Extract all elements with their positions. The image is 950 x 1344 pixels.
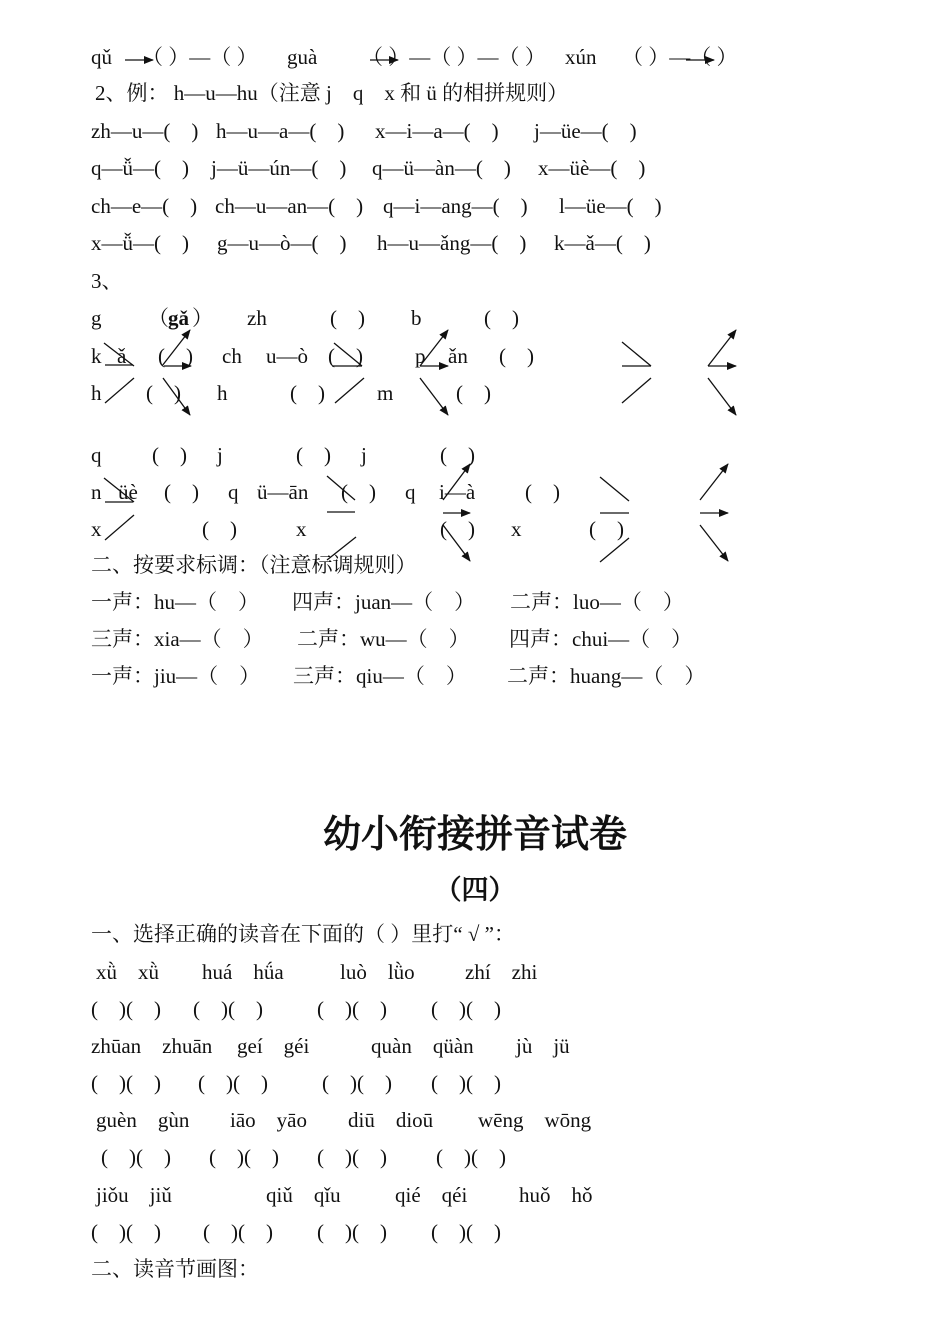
pinyin-pair: jù jü <box>516 1034 570 1058</box>
spell-item: l—üe—( ) <box>559 194 662 218</box>
tone-item: 四声：juan—（ ） <box>292 590 476 614</box>
spell-item: j—üe—( ) <box>534 119 637 143</box>
answer-blank: ( ) <box>589 517 624 541</box>
arrow-down-right <box>708 378 736 415</box>
pinyin-pair: huá hǘa <box>202 960 284 984</box>
check-blanks[interactable]: ( )( ) <box>317 1220 387 1244</box>
tone-item: 一声：jiu—（ ） <box>91 664 261 688</box>
answer-blank: ( ) <box>164 480 199 504</box>
check-blanks[interactable]: ( )( ) <box>101 1145 171 1169</box>
arrow-down-right <box>700 525 728 561</box>
answer-blank: ( ) <box>152 443 187 467</box>
answer-blank: ( ) <box>440 517 475 541</box>
tone-item: 一声：hu—（ ） <box>91 590 259 614</box>
answer-blank: ( ) <box>328 344 363 368</box>
initial: k <box>91 344 102 368</box>
initial: ch <box>222 344 242 368</box>
pinyin-pair: iāo yāo <box>230 1108 307 1132</box>
final: u—ò <box>266 344 308 368</box>
answer-blank: ( ) <box>525 480 560 504</box>
page-subtitle: （四） <box>434 875 516 906</box>
spell-item: ch—u—an—( ) <box>215 194 364 218</box>
check-blanks[interactable]: ( )( ) <box>431 1220 501 1244</box>
initial: q <box>91 443 102 467</box>
spell-item: h—u—a—( ) <box>216 119 345 143</box>
initial: q <box>405 480 416 504</box>
initial: p <box>415 344 426 368</box>
initial: m <box>377 381 394 405</box>
spell-item: j—ü—ún—( ) <box>211 156 347 180</box>
spell-item: x—i—a—( ) <box>375 119 499 143</box>
initial: x <box>511 517 522 541</box>
answer-blank: ( ) <box>341 480 376 504</box>
check-blanks[interactable]: ( )( ) <box>322 1071 392 1095</box>
initial: j <box>361 443 367 467</box>
pinyin-pair: diū dioū <box>348 1108 434 1132</box>
line-diag <box>622 342 651 366</box>
page-title: 幼小衔接拼音试卷 <box>322 812 627 856</box>
check-blanks[interactable]: ( )( ) <box>91 997 161 1021</box>
spell-item: x—üè—( ) <box>538 156 646 180</box>
pinyin-pair: huǒ hǒ <box>519 1183 593 1207</box>
pinyin-pair: jiǒu jiǔ <box>96 1183 172 1207</box>
pinyin-pair: zhí zhi <box>465 960 538 984</box>
pinyin-pair: quàn qüàn <box>371 1034 474 1058</box>
final: i—à <box>439 480 476 504</box>
pinyin-pair: qiǔ qǐu <box>266 1183 341 1207</box>
tone-item: 二声：wu—（ ） <box>297 627 470 651</box>
answer-blanks: （ ）—（ ）—（ ） <box>362 45 546 69</box>
check-blanks[interactable]: ( )( ) <box>91 1220 161 1244</box>
syllable: qǔ <box>91 45 112 69</box>
check-blanks[interactable]: ( )( ) <box>317 1145 387 1169</box>
initial: zh <box>247 306 267 330</box>
check-blanks[interactable]: ( )( ) <box>431 1071 501 1095</box>
answer-blank: ( ) <box>290 381 325 405</box>
answer-blank: ( ) <box>146 381 181 405</box>
spell-item: q—ǚ—( ) <box>91 156 189 180</box>
answer-blank: ( ) <box>330 306 365 330</box>
initial: x <box>91 517 102 541</box>
check-blanks[interactable]: ( )( ) <box>431 997 501 1021</box>
line-diag <box>105 515 134 540</box>
syllable: guà <box>287 45 318 69</box>
spell-item: ch—e—( ) <box>91 194 198 218</box>
tone-item: 三声：xia—（ ） <box>91 627 264 651</box>
initial: q <box>228 480 239 504</box>
answer-blank: ( ) <box>484 306 519 330</box>
check-blanks[interactable]: ( )( ) <box>198 1071 268 1095</box>
final: ü—ān <box>257 480 309 504</box>
answer-blank: ( ) <box>296 443 331 467</box>
answer-blanks: （ ）—（ ） <box>142 45 258 69</box>
answer-blank: ( ) <box>202 517 237 541</box>
check-blanks[interactable]: ( )( ) <box>209 1145 279 1169</box>
answer-blank: ( ) <box>499 344 534 368</box>
answer-blank: ( ) <box>456 381 491 405</box>
spell-item: g—u—ò—( ) <box>217 231 347 255</box>
spell-item: h—u—ǎng—( ) <box>377 231 527 255</box>
answer-blanks: （ ）—（ ） <box>622 45 738 69</box>
initial: x <box>296 517 307 541</box>
pinyin-pair: wēng wōng <box>478 1108 592 1132</box>
arrow-up-right <box>700 464 728 500</box>
spell-item: q—i—ang—( ) <box>383 194 528 218</box>
pinyin-pair: xǜ xǜ <box>96 960 159 984</box>
arrow-up-right <box>708 330 736 366</box>
line-diag <box>600 477 629 501</box>
answer-blank: ( ) <box>158 344 193 368</box>
spell-item: x—ǚ—( ) <box>91 231 189 255</box>
line-diag <box>335 378 364 403</box>
tone-item: 三声：qiu—（ ） <box>293 664 467 688</box>
final: ǎn <box>448 344 468 368</box>
tone-item: 二声：luo—（ ） <box>510 590 684 614</box>
line-diag <box>105 378 134 403</box>
initial: j <box>217 443 223 467</box>
paren-open: （ <box>148 306 169 330</box>
final: üè <box>118 480 138 504</box>
paren-close: ） <box>192 306 213 330</box>
initial: h <box>91 381 102 405</box>
spell-item: k—ǎ—( ) <box>554 231 651 255</box>
initial: b <box>411 306 422 330</box>
initial: g <box>91 306 102 330</box>
pinyin-pair: luò lǜo <box>340 960 415 984</box>
pinyin-pair: zhūan zhuān <box>91 1034 213 1058</box>
check-blanks[interactable]: ( )( ) <box>203 1220 273 1244</box>
spell-item: q—ü—àn—( ) <box>372 156 511 180</box>
example-answer: gǎ <box>168 306 189 330</box>
line-diag <box>622 378 651 403</box>
tone-item: 二声：huang—（ ） <box>507 664 706 688</box>
check-blanks[interactable]: ( )( ) <box>193 997 263 1021</box>
answer-blank: ( ) <box>440 443 475 467</box>
pinyin-pair: qié qéi <box>395 1183 468 1207</box>
check-blanks[interactable]: ( )( ) <box>317 997 387 1021</box>
tone-item: 四声：chui—（ ） <box>509 627 693 651</box>
check-blanks[interactable]: ( )( ) <box>91 1071 161 1095</box>
initial: n <box>91 480 102 504</box>
initial: h <box>217 381 228 405</box>
pinyin-pair: geí géi <box>237 1034 310 1058</box>
arrow-down-right <box>420 378 448 415</box>
final: ǎ <box>117 344 127 368</box>
pinyin-pair: guèn gùn <box>96 1108 190 1132</box>
check-blanks[interactable]: ( )( ) <box>436 1145 506 1169</box>
syllable: xún <box>565 45 597 69</box>
spell-item: zh—u—( ) <box>91 119 199 143</box>
